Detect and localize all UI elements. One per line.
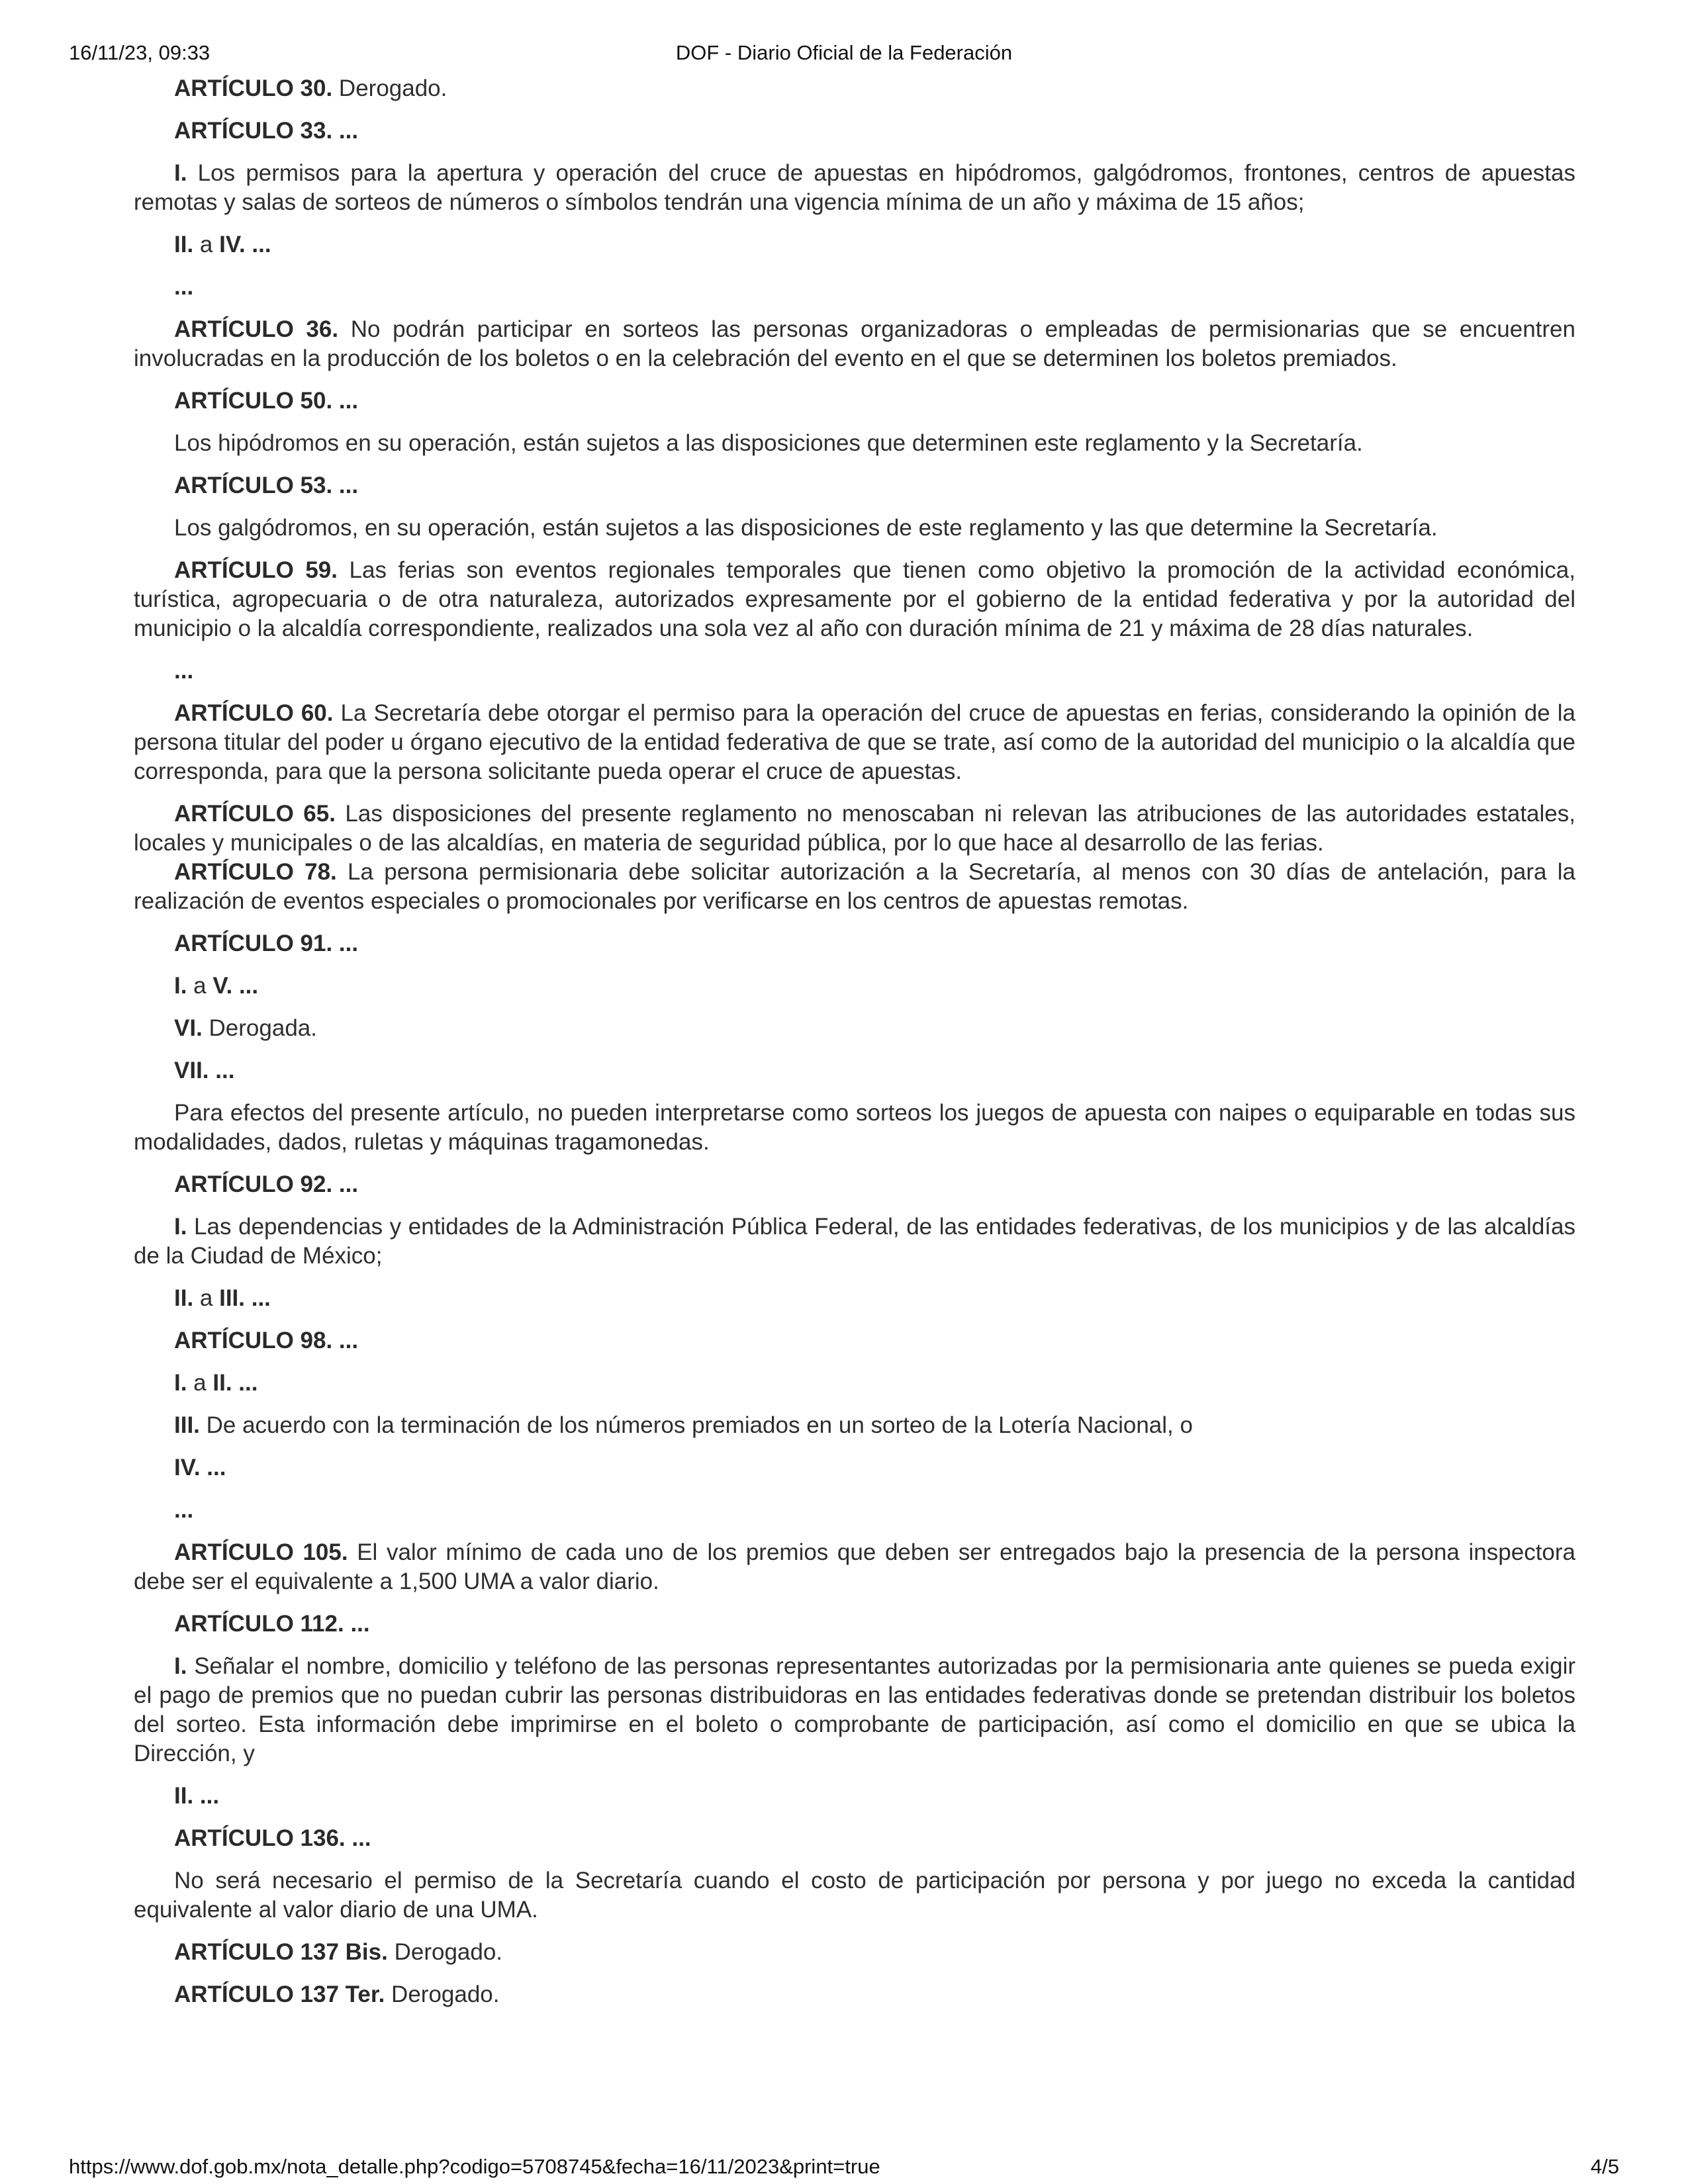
page-number: 4/5 bbox=[1590, 2155, 1619, 2178]
paragraph-label: II. ... bbox=[174, 1783, 220, 1809]
paragraph bbox=[134, 799, 1582, 858]
paragraph-label: ... bbox=[174, 274, 194, 300]
paragraph-text: Señalar el nombre, domicilio y teléfono de las personas representantes autorizadas por la permisionaria ante quienes se pueda exigir el pago de premios que no puedan cubrir las personas distribuidoras en las entidades federativas donde se pretendan distribuir los boletos del sorteo. Esta información debe imprimirse en el boleto o comprobante de participación, así como el domicilio en que se ubica la Dirección, y bbox=[134, 1653, 1582, 1766]
paragraph-label: ... bbox=[174, 1497, 194, 1523]
paragraph-label: ARTÍCULO 50. ... bbox=[174, 388, 359, 414]
paragraph-label: ARTÍCULO 65. bbox=[174, 801, 336, 827]
paragraph-label: I. bbox=[174, 1370, 187, 1396]
paragraph-label: ARTÍCULO 33. ... bbox=[174, 118, 359, 144]
paragraph-label: ARTÍCULO 136. ... bbox=[174, 1825, 371, 1851]
paragraph-label: II. bbox=[174, 232, 194, 257]
paragraph-label: ARTÍCULO 36. bbox=[174, 316, 339, 342]
paragraph-label: ARTÍCULO 30. bbox=[174, 75, 333, 101]
print-datetime: 16/11/23, 09:33 bbox=[69, 41, 211, 64]
paragraph-label-end: III. ... bbox=[219, 1285, 271, 1311]
paragraph-text: Las disposiciones del presente reglamento no menoscaban ni relevan las atribuciones de las autoridades estatales, locales y municipales o de las alcaldías, en materia de seguridad pública, por lo que hace al desarrollo de las ferias. bbox=[134, 801, 1582, 856]
paragraph bbox=[134, 929, 1575, 958]
paragraph-text: Derogado. bbox=[332, 75, 447, 101]
paragraph bbox=[134, 429, 1575, 458]
paragraph bbox=[134, 74, 1575, 103]
print-footer bbox=[0, 2155, 1688, 2181]
paragraph bbox=[134, 1980, 1575, 2009]
paragraph bbox=[134, 858, 1582, 916]
paragraph-text: a bbox=[187, 1370, 213, 1396]
paragraph-text: El valor mínimo de cada uno de los premios que deben ser entregados bajo la presencia de la persona inspectora debe ser el equivalente a 1,500 UMA a valor diario. bbox=[134, 1539, 1582, 1594]
paragraph bbox=[134, 1014, 1575, 1043]
paragraph-label: III. bbox=[174, 1412, 200, 1438]
paragraph bbox=[134, 1496, 1575, 1525]
paragraph bbox=[134, 1170, 1575, 1199]
paragraph bbox=[134, 1782, 1575, 1811]
paragraph bbox=[134, 1610, 1575, 1639]
paragraph bbox=[134, 230, 1575, 259]
paragraph-label: VII. ... bbox=[174, 1058, 235, 1083]
paragraph bbox=[134, 1866, 1582, 1925]
paragraph-label: VI. bbox=[174, 1015, 203, 1041]
paragraph-label: ARTÍCULO 60. bbox=[174, 700, 334, 726]
paragraph-label: IV. ... bbox=[174, 1455, 226, 1480]
paragraph-label-end: II. ... bbox=[212, 1370, 258, 1396]
paragraph bbox=[134, 1652, 1582, 1768]
paragraph-label: ARTÍCULO 137 Ter. bbox=[174, 1981, 385, 2007]
paragraph-label: I. bbox=[174, 1653, 187, 1679]
paragraph bbox=[134, 273, 1575, 302]
paragraph-label: ARTÍCULO 59. bbox=[174, 557, 338, 583]
paragraph-label: ... bbox=[174, 658, 194, 684]
paragraph-label: I. bbox=[174, 1214, 187, 1240]
paragraph-text: Las dependencias y entidades de la Administración Pública Federal, de las entidades federativas, de los municipios y de las alcaldías de la Ciudad de México; bbox=[134, 1214, 1582, 1269]
paragraph-label: ARTÍCULO 91. ... bbox=[174, 931, 359, 956]
paragraph bbox=[134, 514, 1575, 543]
document-body bbox=[134, 74, 1582, 2009]
paragraph-label: I. bbox=[174, 160, 187, 186]
paragraph bbox=[134, 1369, 1575, 1398]
paragraph bbox=[134, 699, 1582, 786]
paragraph bbox=[134, 1056, 1575, 1085]
paragraph bbox=[134, 471, 1575, 500]
paragraph-text: Para efectos del presente artículo, no pueden interpretarse como sorteos los juegos de apuesta con naipes o equiparable en todas sus modalidades, dados, ruletas y máquinas tragamonedas. bbox=[134, 1100, 1582, 1155]
paragraph-label: ARTÍCULO 53. ... bbox=[174, 473, 359, 498]
paragraph-text: Derogada. bbox=[202, 1015, 317, 1041]
paragraph-text: Los galgódromos, en su operación, están sujetos a las disposiciones de este reglamento y las que determine la Secretaría. bbox=[174, 515, 1438, 541]
paragraph-label-end: IV. ... bbox=[219, 232, 271, 257]
paragraph bbox=[134, 1212, 1582, 1271]
site-title: DOF - Diario Oficial de la Federación bbox=[675, 41, 1013, 64]
paragraph bbox=[134, 1453, 1575, 1482]
paragraph-label: ARTÍCULO 105. bbox=[174, 1539, 348, 1565]
paragraph bbox=[134, 159, 1582, 217]
paragraph bbox=[134, 1538, 1582, 1596]
paragraph bbox=[134, 1411, 1575, 1440]
paragraph bbox=[134, 387, 1575, 416]
paragraph bbox=[134, 972, 1575, 1001]
paragraph-text: De acuerdo con la terminación de los números premiados en un sorteo de la Lotería Nacional, o bbox=[199, 1412, 1193, 1438]
paragraph-text: La Secretaría debe otorgar el permiso para la operación del cruce de apuestas en ferias, considerando la opinión de la persona titular del poder u órgano ejecutivo de la entidad federativa de que se trate, así como de la autoridad del municipio o la alcaldía que corresponda, para que la persona solicitante pueda operar el cruce de apuestas. bbox=[134, 700, 1582, 784]
paragraph-text: Los hipódromos en su operación, están sujetos a las disposiciones que determinen este reglamento y la Secretaría. bbox=[174, 430, 1363, 456]
paragraph bbox=[134, 1326, 1575, 1355]
paragraph-label-end: V. ... bbox=[212, 973, 259, 999]
source-url: https://www.dof.gob.mx/nota_detalle.php?codigo=5708745&fecha=16/11/2023&print=true bbox=[69, 2155, 880, 2178]
paragraph bbox=[134, 1099, 1582, 1157]
print-header bbox=[0, 41, 1688, 68]
paragraph-label: ARTÍCULO 137 Bis. bbox=[174, 1939, 388, 1965]
paragraph-label: I. bbox=[174, 973, 187, 999]
paragraph bbox=[134, 315, 1582, 373]
paragraph bbox=[134, 1284, 1575, 1313]
paragraph-text: Derogado. bbox=[385, 1981, 500, 2007]
paragraph bbox=[134, 556, 1582, 643]
paragraph-text: a bbox=[187, 973, 213, 999]
paragraph-text: a bbox=[193, 232, 220, 257]
paragraph-label: II. bbox=[174, 1285, 194, 1311]
paragraph bbox=[134, 116, 1575, 146]
paragraph bbox=[134, 1824, 1575, 1853]
paragraph-label: ARTÍCULO 92. ... bbox=[174, 1171, 359, 1197]
paragraph-label: ARTÍCULO 98. ... bbox=[174, 1328, 359, 1353]
paragraph-text: Derogado. bbox=[387, 1939, 503, 1965]
paragraph-text: La persona permisionaria debe solicitar autorización a la Secretaría, al menos con 30 días de antelación, para la realización de eventos especiales o promocionales por verificarse en los centros de apuestas remotas. bbox=[134, 859, 1582, 914]
paragraph bbox=[134, 657, 1575, 686]
paragraph-label: ARTÍCULO 78. bbox=[174, 859, 337, 885]
paragraph-label: ARTÍCULO 112. ... bbox=[174, 1611, 370, 1637]
paragraph-text: Las ferias son eventos regionales temporales que tienen como objetivo la promoción de la actividad económica, turística, agropecuaria o de otra naturaleza, autorizados expresamente por el gobierno de la entidad federativa y por la autoridad del municipio o la alcaldía correspondiente, realizados una sola vez al año con duración mínima de 21 y máxima de 28 días naturales. bbox=[134, 557, 1582, 641]
paragraph-text: No podrán participar en sorteos las personas organizadoras o empleadas de permisionarias que se encuentren involucradas en la producción de los boletos o en la celebración del evento en el que se determinen los boletos premiados. bbox=[134, 316, 1582, 371]
paragraph bbox=[134, 1938, 1575, 1967]
paragraph-text: No será necesario el permiso de la Secretaría cuando el costo de participación por persona y por juego no exceda la cantidad equivalente al valor diario de una UMA. bbox=[134, 1868, 1582, 1923]
paragraph-text: a bbox=[193, 1285, 220, 1311]
paragraph-text: Los permisos para la apertura y operación del cruce de apuestas en hipódromos, galgódromos, frontones, centros de apuestas remotas y salas de sorteos de números o símbolos tendrán una vigencia mínima de un año y máxima de 15 años; bbox=[134, 160, 1582, 215]
